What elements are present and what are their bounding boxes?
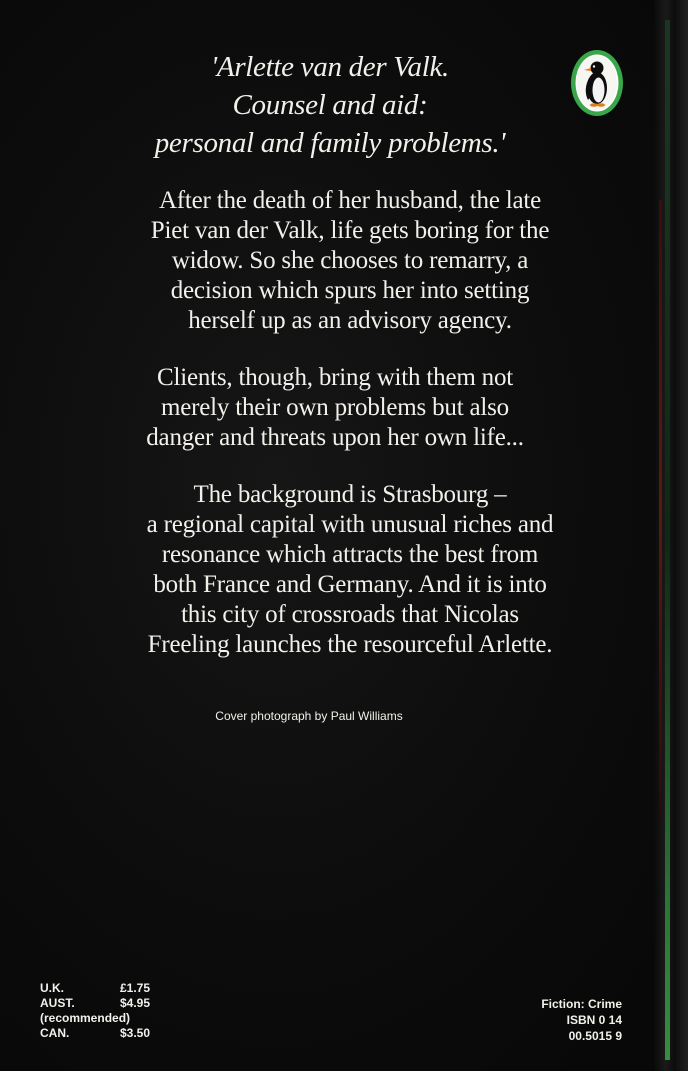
price-row-can <box>40 1026 150 1041</box>
text-line: both France and Germany. And it is into <box>153 571 547 598</box>
price-row-recommended <box>40 1011 150 1026</box>
price-list <box>40 981 150 1041</box>
price-label: CAN. <box>40 1026 70 1040</box>
tagline-line: personal and family problems.' <box>154 127 506 159</box>
price-label: AUST. <box>40 996 75 1010</box>
text-line: Piet van der Valk, life gets boring for the <box>150 217 550 244</box>
price-row-aust <box>40 996 150 1011</box>
cover-credit: Cover photograph by Paul Williams <box>215 709 403 723</box>
price-value: $4.95 <box>119 996 150 1010</box>
text-line: widow. So she chooses to remarry, a <box>171 247 529 274</box>
tagline-line: 'Arlette van der Valk. <box>211 51 449 83</box>
genre-label: Fiction: Crime <box>541 997 622 1011</box>
tagline <box>120 48 540 162</box>
tagline-line: Counsel and aid: <box>232 89 428 121</box>
isbn-line: 00.5015 9 <box>568 1029 622 1043</box>
text-line: decision which spurs her into setting <box>170 277 530 304</box>
isbn-line: ISBN 0 14 <box>566 1013 622 1027</box>
text-line: merely their own problems but also <box>161 394 509 421</box>
book-meta <box>541 996 622 1044</box>
price-note: (recommended) <box>40 1011 131 1025</box>
text-line: The background is Strasbourg – <box>193 481 507 508</box>
penguin-logo-icon <box>569 48 625 118</box>
description-paragraph-3 <box>70 480 630 660</box>
price-label: U.K. <box>40 981 64 995</box>
text-line: danger and threats upon her own life... <box>146 424 524 451</box>
price-value: $3.50 <box>119 1026 150 1040</box>
text-line: Freeling launches the resourceful Arlette. <box>147 631 553 658</box>
text-line: herself up as an advisory agency. <box>188 307 512 334</box>
text-line: a regional capital with unusual riches and <box>146 511 554 538</box>
spine-stripe-green <box>665 20 670 1060</box>
price-value: £1.75 <box>119 981 150 995</box>
price-row-uk <box>40 981 150 996</box>
text-line: this city of crossroads that Nicolas <box>181 601 519 628</box>
description-paragraph-1 <box>75 186 625 336</box>
text-line: Clients, though, bring with them not <box>157 364 513 391</box>
text-line: After the death of her husband, the late <box>158 187 542 214</box>
spine-stripe-red <box>659 200 662 820</box>
description-paragraph-2 <box>60 363 610 453</box>
text-line: resonance which attracts the best from <box>161 541 539 568</box>
